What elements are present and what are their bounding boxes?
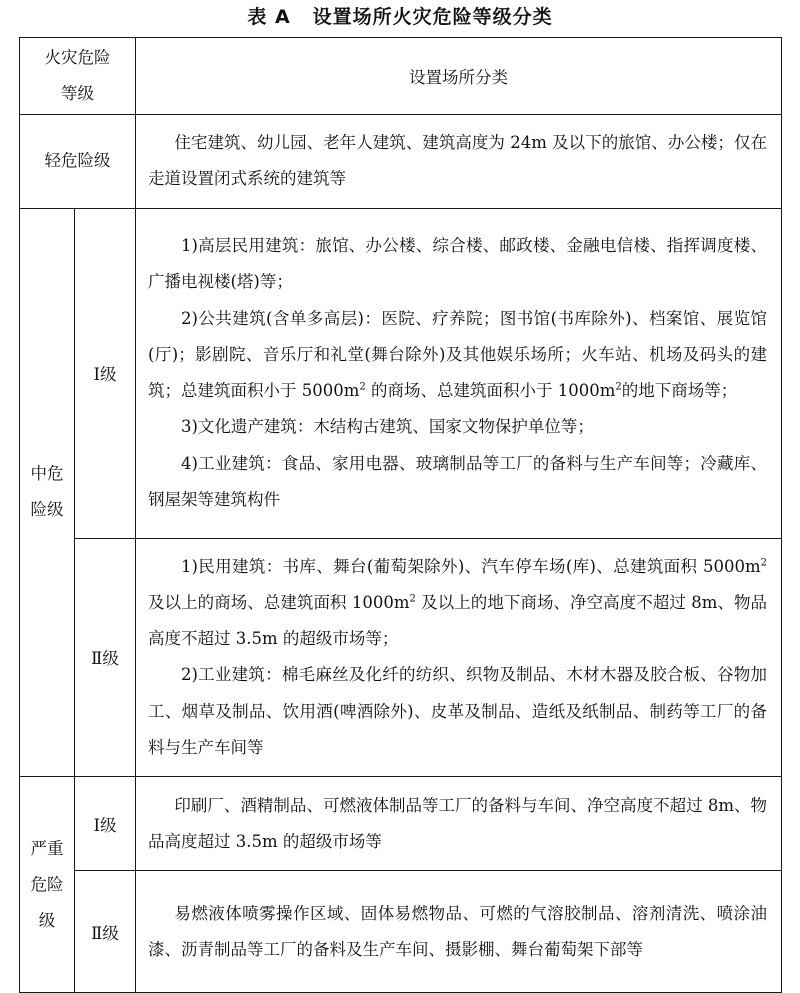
medium-label-line2: 险级 [30, 500, 64, 520]
header-level-cell [20, 38, 136, 115]
medium-grade2-label: Ⅱ级 [75, 538, 136, 777]
serious-grade1-row [20, 777, 782, 871]
medium-grade1-item1: 1)高层民用建筑：旅馆、办公楼、综合楼、邮政楼、金融电信楼、指挥调度楼、广播电视楼(塔)等； [148, 235, 767, 292]
medium-hazard-label [20, 208, 75, 777]
serious-label-line1: 严重 [30, 838, 64, 858]
medium-grade1-item4: 4)工业建筑：食品、家用电器、玻璃制品等工厂的备料与生产车间等；冷藏库、钢屋架等建筑构件 [148, 453, 767, 509]
serious-grade1-text: 印刷厂、酒精制品、可燃液体制品等工厂的备料与车间、净空高度不超过 8m、物品高度超过 3.5m 的超级市场等 [136, 777, 782, 871]
medium-grade1-item3: 3)文化遗产建筑：木结构古建筑、国家文物保护单位等； [181, 417, 594, 437]
light-hazard-row [20, 115, 782, 209]
medium-grade2-item2: 2)工业建筑：棉毛麻丝及化纤的纺织、织物及制品、木材木器及胶合板、谷物加工、烟草及制品、饮用酒(啤酒除外)、皮革及制品、造纸及纸制品、制药等工厂的备料与生产车间等 [148, 665, 767, 758]
medium-grade2-row [20, 538, 782, 777]
medium-label-line1: 中危 [30, 464, 64, 484]
light-hazard-label: 轻危险级 [20, 115, 136, 209]
light-hazard-text: 住宅建筑、幼儿园、老年人建筑、建筑高度为 24m 及以下的旅馆、办公楼；仅在走道设置闭式系统的建筑等 [136, 115, 782, 209]
serious-grade2-label: Ⅱ级 [75, 871, 136, 993]
table-number: 表 A [247, 6, 291, 28]
medium-grade1-item2: 2)公共建筑(含单多高层)：医院、疗养院；图书馆(书库除外)、档案馆、展览馆(厅)；影剧院、音乐厅和礼堂(舞台除外)及其他娱乐场所；火车站、机场及码头的建筑；总建筑面积小于 $5000m^2$ 的商场、总建筑面积小于 $1000m^2$的地下商场等； [148, 308, 767, 401]
table-title [0, 0, 800, 34]
serious-label-line3: 级 [38, 910, 56, 930]
header-level-line2: 等级 [61, 84, 94, 103]
serious-grade2-row [20, 871, 782, 993]
serious-grade1-label: Ⅰ级 [75, 777, 136, 871]
header-level-line1: 火灾危险 [44, 48, 111, 67]
serious-grade2-text: 易燃液体喷雾操作区域、固体易燃物品、可燃的气溶胶制品、溶剂清洗、喷涂油漆、沥青制品等工厂的备料及生产车间、摄影棚、舞台葡萄架下部等 [136, 871, 782, 993]
table-title-text: 设置场所火灾危险等级分类 [312, 6, 553, 28]
fire-hazard-table [19, 37, 782, 993]
serious-hazard-label [20, 777, 75, 993]
medium-grade1-text [136, 208, 782, 538]
medium-grade2-text [136, 538, 782, 777]
medium-grade2-item1: 1)民用建筑：书库、舞台(葡萄架除外)、汽车停车场(库)、总建筑面积 $5000m^2$ 及以上的商场、总建筑面积 $1000m^2$ 及以上的地下商场、净空高度不超过 8m、物品高度不超过 3.5m 的超级市场等； [148, 556, 767, 649]
medium-grade1-row [20, 208, 782, 538]
serious-label-line2: 危险 [30, 874, 64, 894]
header-category-cell: 设置场所分类 [136, 38, 782, 115]
header-row [20, 38, 782, 115]
medium-grade1-label: Ⅰ级 [75, 208, 136, 538]
